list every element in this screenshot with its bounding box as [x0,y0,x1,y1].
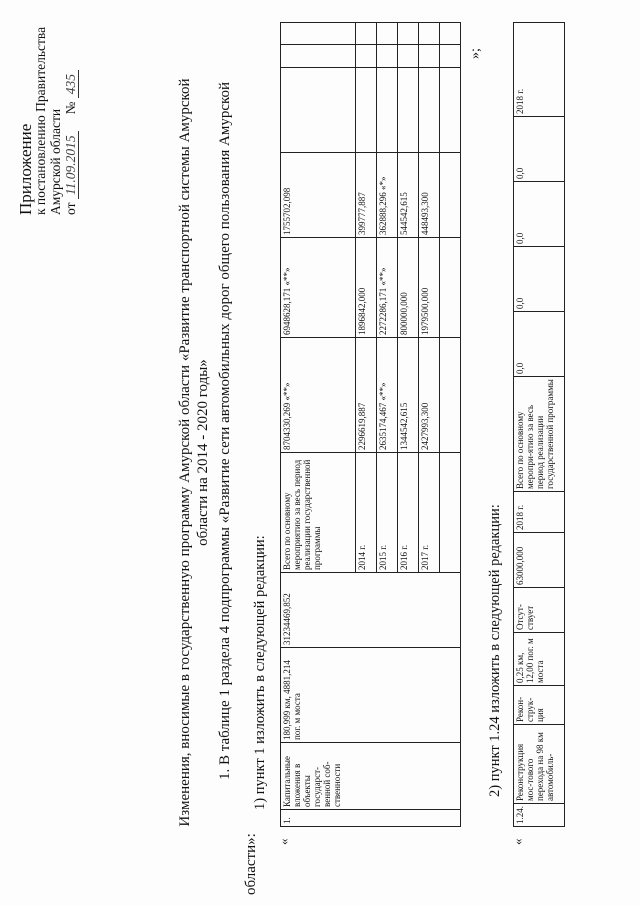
item1-continuation: области»: [243,833,259,895]
t1-period: 2017 г. [419,453,440,573]
t2-v2: 0,0 [514,247,565,312]
t1-v1: 2635174,467 «**» [377,338,398,453]
t1-v1: 1344542,615 [398,338,419,453]
t1-empty [377,45,398,68]
number-label: № [63,101,78,115]
t1-v2: 6948628,171 «**» [281,238,356,338]
document-title [176,0,212,905]
t1-v1: 2427993,300 [419,338,440,453]
t1-v3: 544542,615 [398,153,419,238]
t2-year2: 2018 г. [514,23,565,117]
appendix-line1: к постановлению Правительства [33,26,48,215]
t2-type: Рекон-струк-ция [514,686,565,725]
t1-empty [440,45,461,68]
t1-v2: 800000,000 [398,238,419,338]
t1-empty [398,45,419,68]
t1-empty [419,68,440,153]
table-row [514,23,565,827]
t1-empty [356,23,377,46]
item1-paragraph [216,55,259,895]
t1-empty [281,23,356,46]
t1-empty [398,68,419,153]
appendix-date-line [63,27,78,215]
t1-empty [440,238,461,338]
t1-v3: 1755702,098 [281,153,356,238]
appendix-line2: Амурской области [48,108,63,215]
t2-period: Всего по основному меропри-ятию за весь период реализации государственной программы [514,377,565,492]
title-line-1: Изменения, вносимые в государственную программу Амурской области «Развитие транспортной системы Амурской [177,78,193,827]
t1-empty [440,68,461,153]
table-1 [280,22,461,827]
table-2 [513,22,565,827]
t1-empty [281,68,356,153]
t2-cost: 63000,000 [514,533,565,588]
t2-status: Отсут-ствует [514,588,565,633]
table-row [281,23,356,827]
t1-period: Всего по основному мероприятию за весь период реализации государственной программы [281,453,356,573]
t1-period: 2014 г. [356,453,377,573]
t1-empty [419,23,440,46]
t1-v2: 1896842,000 [356,238,377,338]
item1-sub: 1) пункт 1 изложить в следующей редакции: [252,535,268,810]
number-value: 435 [63,70,79,98]
date-value: 11.09.2015 [63,131,79,199]
t1-v3: 399777,887 [356,153,377,238]
t1-period: 2015 г. [377,453,398,573]
t1-v3: 448493,300 [419,153,440,238]
t1-empty [377,23,398,46]
t1-cost: 31234469,852 [281,573,461,648]
t1-v1: 2296619,887 [356,338,377,453]
appendix-header [18,27,78,215]
t1-period: 2016 г. [398,453,419,573]
t2-v1: 0,0 [514,312,565,377]
appendix-title: Приложение [16,123,35,215]
open-quote-2: « [510,838,525,845]
t1-capacity: 180,999 км, 4881,214 пог. м моста [281,648,461,743]
t1-v1: 8704330,269 «**» [281,338,356,453]
close-quote-1: »; [468,48,483,59]
t1-empty [419,45,440,68]
item2-sub: 2) пункт 1.24 изложить в следующей редакции: [487,504,503,797]
title-line-2: области на 2014 - 2020 годы» [195,359,211,546]
t1-v2: 2272286,171 «**» [377,238,398,338]
t2-v4: 0,0 [514,117,565,182]
t2-name: Реконструкция мос-тового перехода на 98 км автомобиль- [514,725,565,804]
item1-text: 1. В таблице 1 раздела 4 подпрограммы «Развитие сети автомобильных дорог общего пользования Амурской [217,81,233,780]
t1-v3: 362888,296 «*» [377,153,398,238]
t1-empty [281,45,356,68]
t1-empty [440,153,461,238]
t1-num: 1. [281,810,461,827]
t1-empty [440,338,461,453]
t1-v2: 1979500,000 [419,238,440,338]
t2-num: 1.24. [514,804,565,827]
t2-year: 2018 г. [514,492,565,533]
t1-empty [356,68,377,153]
t1-empty [398,23,419,46]
date-prefix: от [63,202,78,215]
t1-empty [356,45,377,68]
t1-name: Капитальные вложения в объекты государст-венной соб-ственности [281,743,461,810]
t2-v3: 0,0 [514,182,565,247]
t1-empty [440,453,461,573]
t1-empty [377,68,398,153]
open-quote-1: « [276,838,291,845]
t2-capacity: 0,25 км, 12,00 пог. м моста [514,633,565,686]
t1-empty [440,23,461,46]
